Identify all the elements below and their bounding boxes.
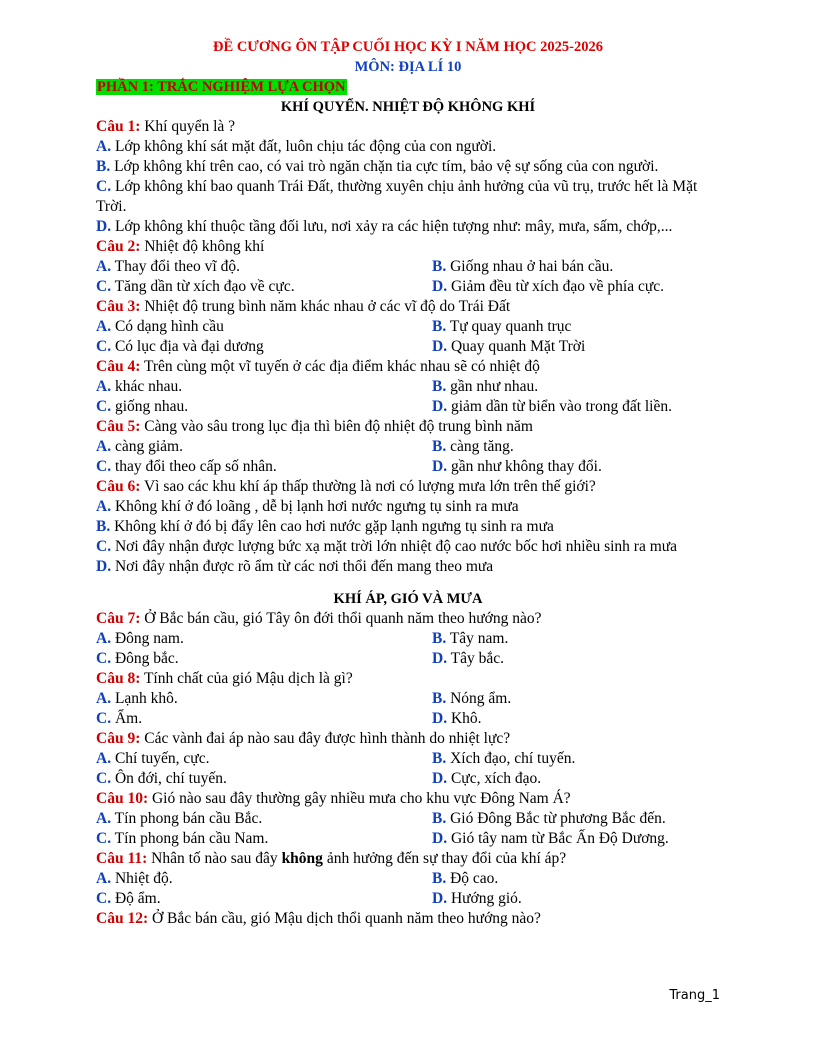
options-row	[96, 749, 720, 769]
options-row	[96, 829, 720, 849]
option-a: A. Có dạng hình cầu	[96, 318, 224, 335]
question-5: Câu 5: Càng vào sâu trong lục địa thì biên độ nhiệt độ trung bình năm	[96, 418, 533, 435]
option-d: D. Khô.	[432, 710, 482, 727]
option-b: B. Không khí ở đó bị đẩy lên cao hơi nước gặp lạnh ngưng tụ sinh ra mưa	[96, 518, 554, 535]
question-6: Câu 6: Vì sao các khu khí áp thấp thường là nơi có lượng mưa lớn trên thế giới?	[96, 478, 596, 495]
option-c: C. Tín phong bán cầu Nam.	[96, 830, 269, 847]
option-a: A. Chí tuyến, cực.	[96, 750, 210, 767]
option-c: C. giống nhau.	[96, 398, 189, 415]
option-d: D. Hướng gió.	[432, 890, 522, 907]
option-d: D. Giảm đều từ xích đạo về phía cực.	[432, 278, 665, 295]
options-row	[96, 809, 720, 829]
option-a: A. khác nhau.	[96, 378, 183, 395]
options-row	[96, 889, 720, 909]
question-1	[96, 117, 720, 137]
part-heading-text: PHẦN 1: TRẮC NGHIỆM LỰA CHỌN	[97, 79, 346, 95]
question-11: Câu 11: Nhân tố nào sau đây không ảnh hưởng đến sự thay đổi của khí áp?	[96, 850, 567, 867]
option-d: D. Tây bắc.	[432, 650, 505, 667]
option-a: A. Nhiệt độ.	[96, 870, 173, 887]
options-row	[96, 629, 720, 649]
part-heading	[96, 77, 720, 97]
option-c: C. Ẩm.	[96, 710, 143, 727]
question-number: Câu 1:	[96, 118, 141, 135]
question-7: Câu 7: Ở Bắc bán cầu, gió Tây ôn đới thổi quanh năm theo hướng nào?	[96, 610, 542, 627]
option-b: B. Gió Đông Bắc từ phương Bắc đến.	[432, 810, 666, 827]
option-a: A. Tín phong bán cầu Bắc.	[96, 810, 263, 827]
option-c: C. Tăng dần từ xích đạo về cực.	[96, 278, 295, 295]
options-row	[96, 317, 720, 337]
option-d: D. Quay quanh Mặt Trời	[432, 338, 586, 355]
option-c: C. Có lục địa và đại dương	[96, 338, 264, 355]
option-b: B. Nóng ẩm.	[432, 690, 512, 707]
option-a: A. Đông nam.	[96, 630, 184, 647]
option-b: B. Lớp không khí trên cao, có vai trò ngăn chặn tia cực tím, bảo vệ sự sống của con người.	[96, 158, 659, 175]
options-row	[96, 397, 720, 417]
question-2: Câu 2: Nhiệt độ không khí	[96, 238, 265, 255]
option-d: D. Lớp không khí thuộc tầng đối lưu, nơi xảy ra các hiện tượng như: mây, mưa, sấm, chớp,...	[96, 218, 673, 235]
option-b: B. Độ cao.	[432, 870, 499, 887]
option-b: B. gần như nhau.	[432, 378, 539, 395]
page-content	[96, 37, 720, 929]
options-row	[96, 689, 720, 709]
option-c: C. Lớp không khí bao quanh Trái Đất, thường xuyên chịu ảnh hưởng của vũ trụ, trước hết là Mặt Trời.	[96, 178, 698, 215]
options-row	[96, 869, 720, 889]
option-d: D. Gió tây nam từ Bắc Ấn Độ Dương.	[432, 830, 669, 847]
option-d: D. gần như không thay đổi.	[432, 458, 602, 475]
document-title: ĐỀ CƯƠNG ÔN TẬP CUỐI HỌC KỲ I NĂM HỌC 2025-2026	[213, 39, 603, 55]
options-row	[96, 257, 720, 277]
options-row	[96, 457, 720, 477]
option-c: C. Ôn đới, chí tuyến.	[96, 770, 227, 787]
option-a: A. Lớp không khí sát mặt đất, luôn chịu tác động của con người.	[96, 138, 497, 155]
options-row	[96, 769, 720, 789]
option-d: D. giảm dần từ biển vào trong đất liền.	[432, 398, 672, 415]
question-3: Câu 3: Nhiệt độ trung bình năm khác nhau ở các vĩ độ do Trái Đất	[96, 298, 511, 315]
question-12: Câu 12: Ở Bắc bán cầu, gió Mậu dịch thổi quanh năm theo hướng nào?	[96, 910, 541, 927]
option-a: A. Lạnh khô.	[96, 690, 178, 707]
options-row	[96, 649, 720, 669]
option-c: C. Nơi đây nhận được lượng bức xạ mặt trời lớn nhiệt độ cao nước bốc hơi nhiều sinh ra mưa	[96, 538, 678, 555]
option-a: A. Không khí ở đó loãng , dễ bị lạnh hơi nước ngưng tụ sinh ra mưa	[96, 498, 519, 515]
options-row	[96, 277, 720, 297]
option-b: B. Giống nhau ở hai bán cầu.	[432, 258, 614, 275]
option-b: B. Tự quay quanh trục	[432, 318, 572, 335]
option-a: A. Thay đổi theo vĩ độ.	[96, 258, 240, 275]
option-c: C. Độ ẩm.	[96, 890, 161, 907]
option-b: B. Xích đạo, chí tuyến.	[432, 750, 576, 767]
option-c: C. Đông bắc.	[96, 650, 179, 667]
option-c: C. thay đổi theo cấp số nhân.	[96, 458, 277, 475]
option-a: A. càng giảm.	[96, 438, 183, 455]
option-b: B. Tây nam.	[432, 630, 509, 647]
question-9: Câu 9: Các vành đai áp nào sau đây được hình thành do nhiệt lực?	[96, 730, 511, 747]
question-4: Câu 4: Trên cùng một vĩ tuyến ở các địa điểm khác nhau sẽ có nhiệt độ	[96, 358, 540, 375]
option-d: D. Cực, xích đạo.	[432, 770, 542, 787]
subject-title: MÔN: ĐỊA LÍ 10	[354, 59, 462, 75]
options-row	[96, 709, 720, 729]
option-d: D. Nơi đây nhận được rõ ẩm từ các nơi thổi đến mang theo mưa	[96, 558, 494, 575]
options-row	[96, 337, 720, 357]
question-8: Câu 8: Tính chất của gió Mậu dịch là gì?	[96, 670, 353, 687]
section-heading-pressure-wind: KHÍ ÁP, GIÓ VÀ MƯA	[333, 591, 483, 607]
question-10: Câu 10: Gió nào sau đây thường gây nhiều mưa cho khu vực Đông Nam Á?	[96, 790, 571, 807]
options-row	[96, 377, 720, 397]
question-text: Khí quyển là ?	[140, 118, 236, 135]
emphasis-text: không	[281, 850, 323, 867]
section-heading-atmosphere: KHÍ QUYỂN. NHIỆT ĐỘ KHÔNG KHÍ	[280, 99, 536, 115]
option-b: B. càng tăng.	[432, 438, 514, 455]
options-row	[96, 437, 720, 457]
page-number: Trang_1	[669, 988, 720, 1003]
